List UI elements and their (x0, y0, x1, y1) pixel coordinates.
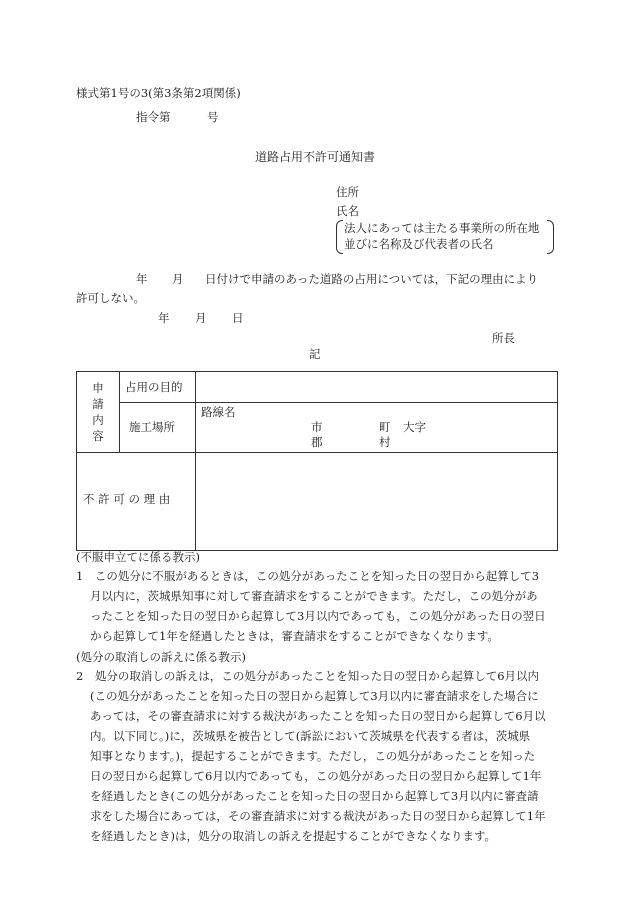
order-label: 指令第 (136, 110, 171, 124)
oaza-label: 大字 (403, 420, 426, 434)
purpose-label: 占用の目的 (125, 380, 183, 394)
name-label: 氏名 (336, 204, 359, 218)
issue-year-label: 年 (158, 311, 170, 325)
instruction-heading-objection: (不服申立てに係る教示) (76, 550, 200, 564)
ki-label: 記 (309, 347, 321, 361)
order-suffix: 号 (207, 110, 219, 124)
chief-label: 所長 (492, 331, 515, 345)
issue-day-label: 日 (232, 311, 244, 325)
application-month-label: 月 (172, 272, 184, 286)
issue-month-label: 月 (195, 311, 207, 325)
city-label: 市 (311, 420, 323, 434)
form-number: 様式第1号の3(第3条第2項関係) (76, 86, 241, 100)
corporate-note-line2: 並びに名称及び代表者の氏名 (344, 237, 494, 251)
instruction-item-1: 1 この処分に不服があるときは，この処分があったことを知った日の翌日から起算して3 月以内に，茨城県知事に対して審査請求をすることができます。ただし，この処分があ ったことを知った日の翌日から起算して3月以内であっても，この処分があった日の翌日 から起算して1年を経過したときは，審査請求をすることができなくなります。 (76, 569, 546, 643)
site-label: 施工場所 (129, 420, 175, 434)
town-label: 町 (379, 420, 391, 434)
application-table (76, 371, 558, 551)
instruction-item-2: 2 処分の取消しの訴えは，この処分があったことを知った日の翌日から起算して6月以内 (この処分があったことを知った日の翌日から起算して3月以内に審査請求をした場合に あっては，その審査請求に対する裁決があったことを知った日の翌日から起算して6月以 内。以下同じ。)に，茨城県を被告として(訴訟において茨城県を代表する者は，茨城県 知事となります。)，提起することができます。ただし，この処分があったことを知った 日の翌日から起算して6月以内であっても，この処分があった日の翌日から起算して1年 を経過したとき(この処分があったことを知った日の翌日から起算して3月以内に審査請 求をした場合にあっては，その審査請求に対する裁決があった日の翌日から起算して1年 を経過したとき)は，処分の取消しの訴えを提起することができなくなります。 (76, 669, 546, 843)
document-title: 道路占用不許可通知書 (255, 150, 376, 164)
address-label: 住所 (336, 185, 359, 199)
corporate-note-line1: 法人にあっては主たる事業所の所在地 (344, 221, 540, 235)
main-text-line2: 許可しない。 (76, 291, 145, 305)
corporate-note-bracket (336, 220, 554, 254)
main-text-line1: 日付けで申請のあった道路の占用については，下記の理由により (205, 272, 539, 286)
route-name-label: 路線名 (201, 405, 236, 419)
application-content-label: 申 請 内 容 (92, 381, 104, 443)
district-label: 郡 (311, 435, 323, 449)
application-year-label: 年 (136, 272, 148, 286)
rejection-reason-label: 不 許 可 の 理 由 (83, 492, 171, 506)
instruction-heading-lawsuit: (処分の取消しの訴えに係る教示) (76, 650, 246, 664)
village-label: 村 (379, 435, 391, 449)
